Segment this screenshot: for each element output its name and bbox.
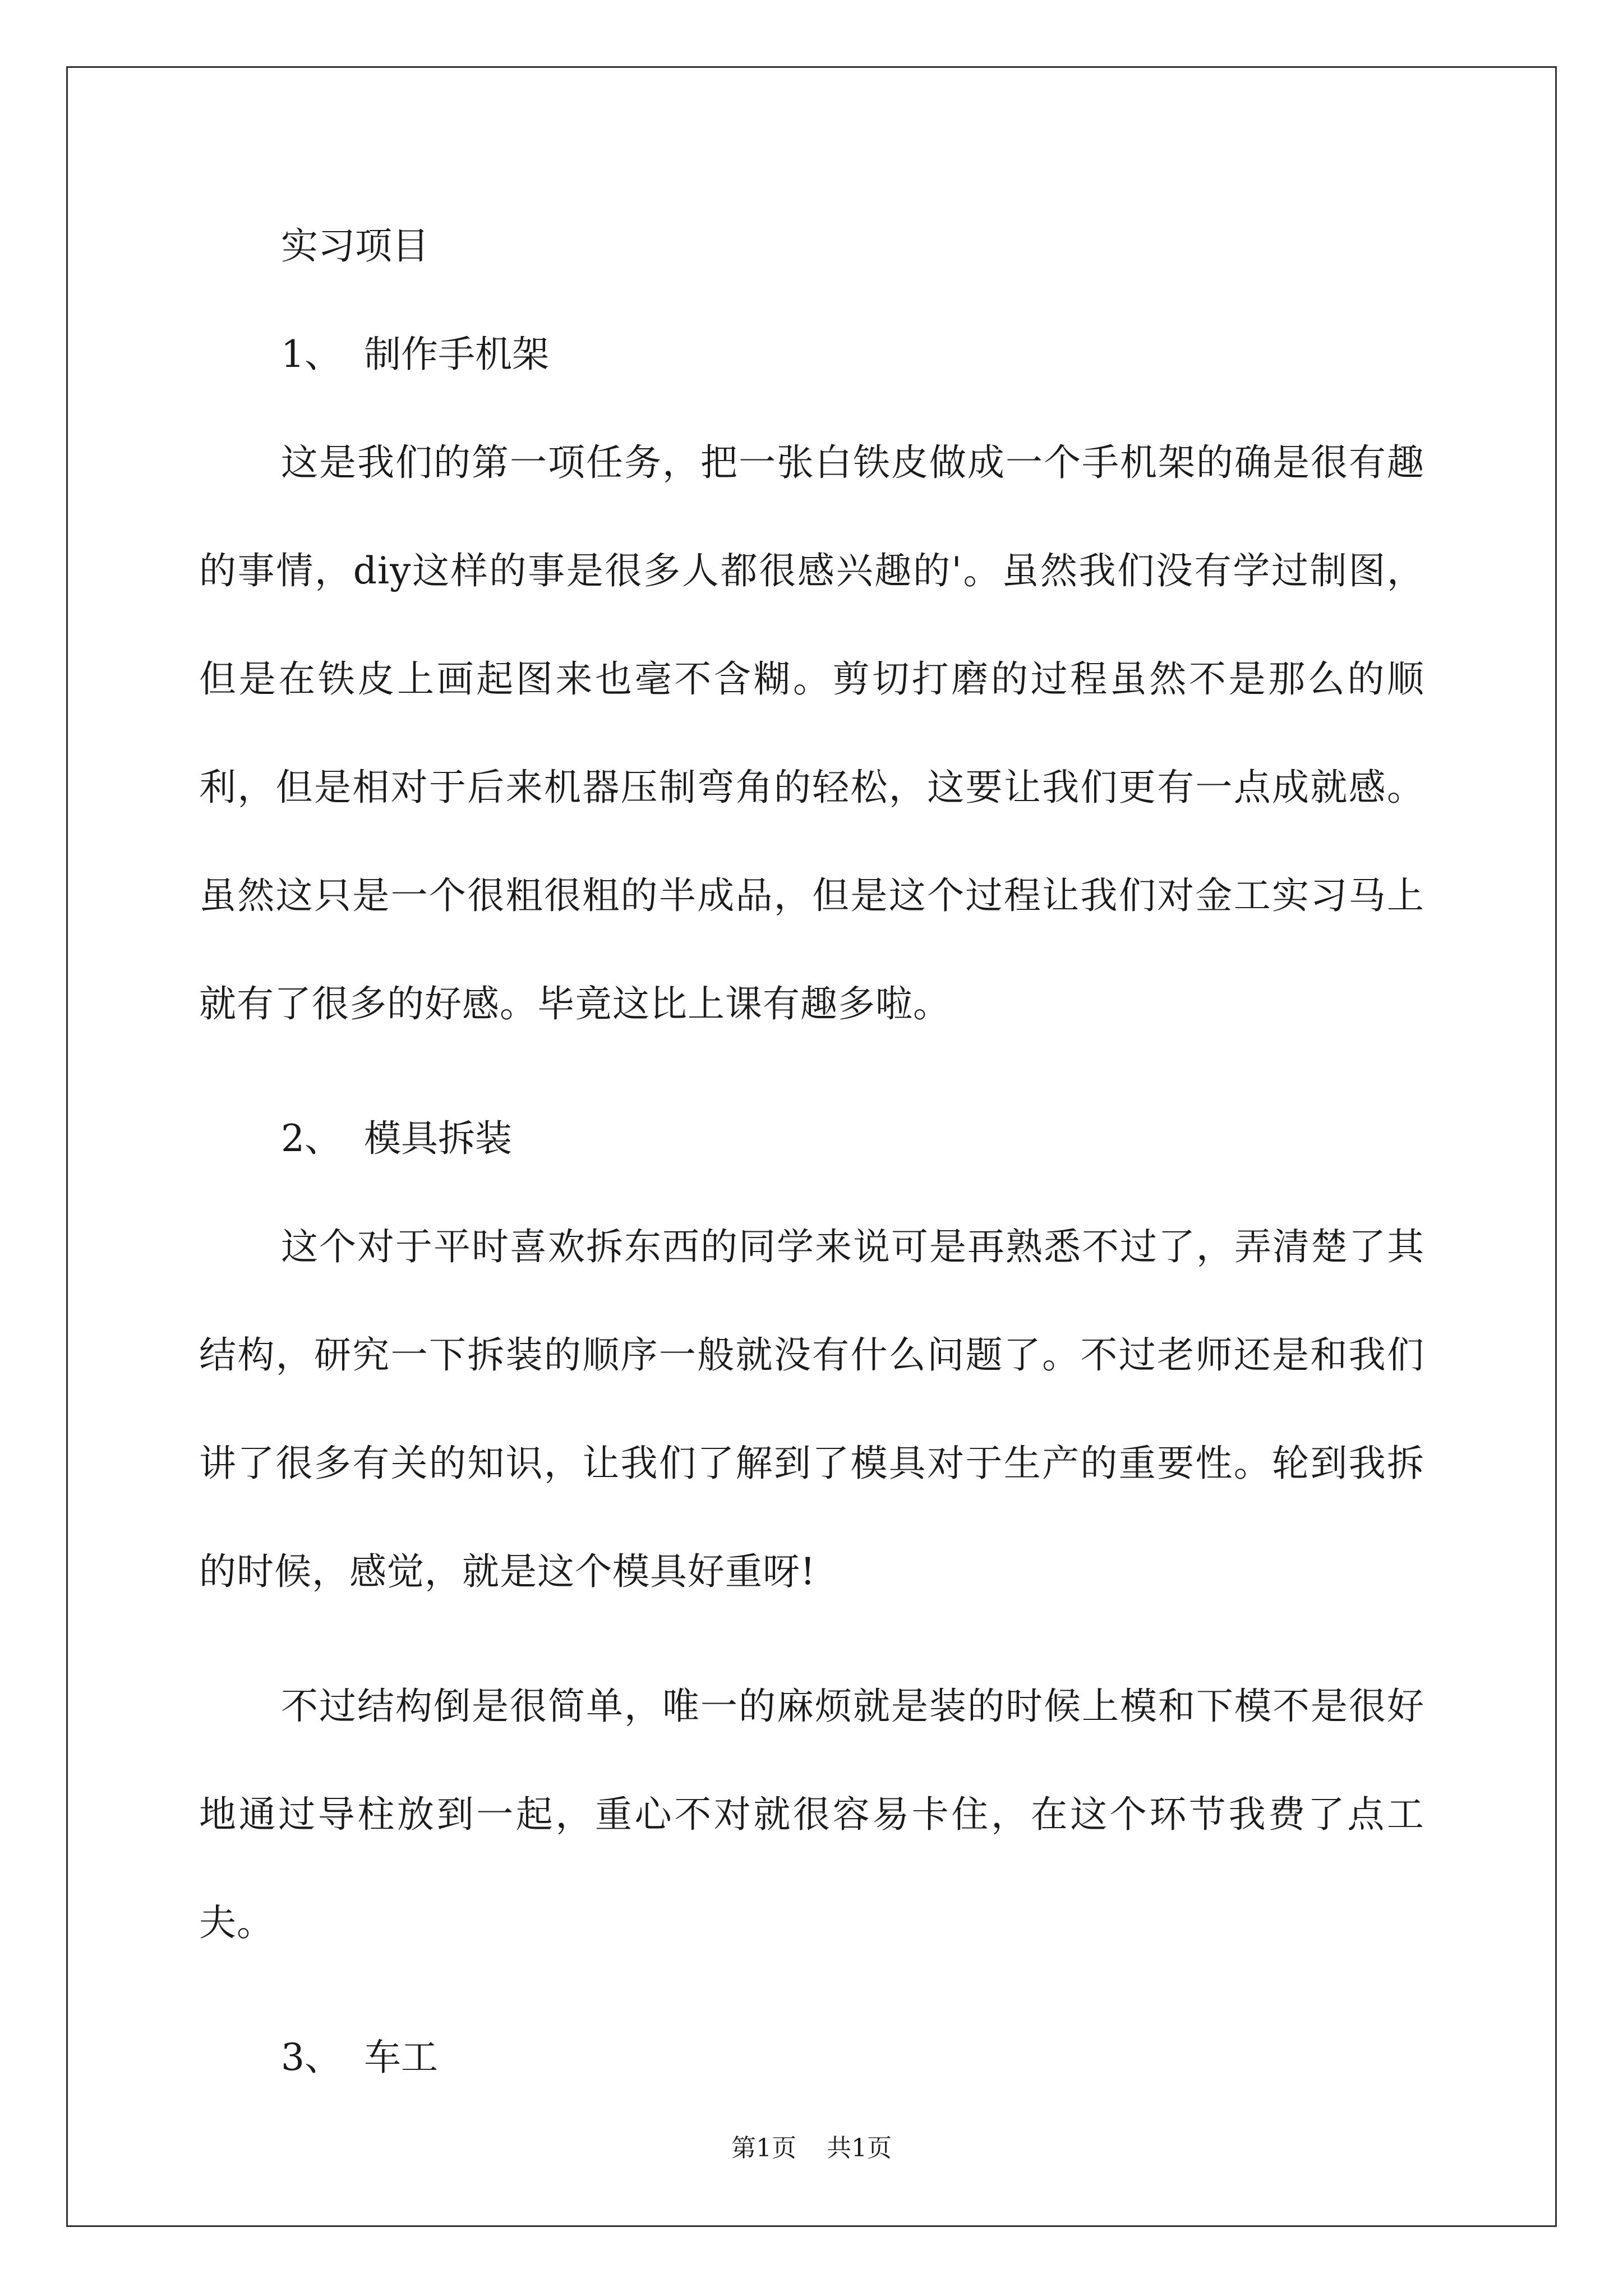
page-count: 共1页 — [827, 2134, 892, 2162]
paragraph: 这个对于平时喜欢拆东西的同学来说可是再熟悉不过了，弄清楚了其结构，研究一下拆装的顺序一般就没有什么问题了。不过老师还是和我们讲了很多有关的知识，让我们了解到了模具对于生产的重要性。轮到我拆的时候，感觉，就是这个模具好重呀! — [199, 1225, 1424, 1593]
section-title: 制作手机架 — [364, 333, 549, 376]
section-title: 模具拆装 — [364, 1117, 512, 1160]
paragraph: 这是我们的第一项任务，把一张白铁皮做成一个手机架的确是很有趣的事情，diy这样的事是很多人都很感兴趣的'。虽然我们没有学过制图，但是在铁皮上画起图来也毫不含糊。剪切打磨的过程虽然不是那么的顺利，但是相对于后来机器压制弯角的轻松，这要让我们更有一点成就感。虽然这只是一个很粗很粗的半成品，但是这个过程让我们对金工实习马上就有了很多的好感。毕竟这比上课有趣多啦。 — [199, 441, 1424, 1025]
document-title: 实习项目 — [281, 224, 429, 268]
section-heading-2 — [199, 1111, 1424, 1166]
page-number: 第1页 — [731, 2134, 796, 2162]
section-number: 3、 — [281, 2036, 342, 2079]
section-number: 2、 — [281, 1117, 342, 1160]
section-heading-1 — [199, 327, 1424, 382]
section-number: 1、 — [281, 333, 342, 376]
section-title: 车工 — [364, 2036, 438, 2079]
document-body — [199, 219, 1424, 2138]
page-footer — [0, 2132, 1623, 2165]
section-heading-3 — [199, 2030, 1424, 2085]
paragraph: 不过结构倒是很简单，唯一的麻烦就是装的时候上模和下模不是很好地通过导柱放到一起，重心不对就很容易卡住，在这个环节我费了点工夫。 — [199, 1685, 1424, 1944]
